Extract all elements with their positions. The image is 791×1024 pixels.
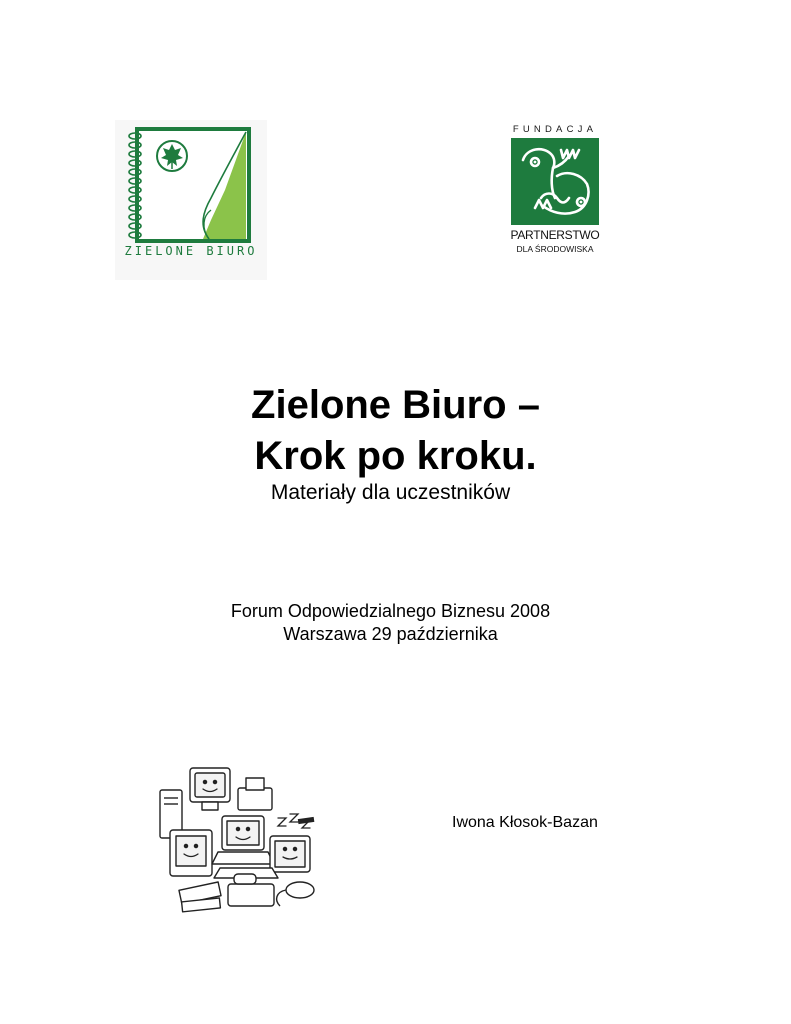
office-devices-cartoon-icon — [150, 760, 330, 922]
zielone-biuro-logo — [115, 120, 267, 280]
event-name: Forum Odpowiedzialnego Biznesu 2008 — [230, 601, 551, 621]
fundacja-label: FUNDACJA — [512, 124, 598, 135]
title-line-1: Zielone Biuro – — [251, 383, 540, 427]
fundacja-partnerstwo-logo — [505, 124, 605, 259]
author-name: Iwona Kłosok-Bazan — [452, 814, 598, 831]
office-devices-illustration — [150, 760, 330, 922]
zielone-biuro-wordmark: ZIELONE BIURO — [124, 244, 258, 258]
event-date: Warszawa 29 października — [283, 624, 498, 644]
fundacja-emblem — [511, 138, 599, 225]
title-line-2: Krok po kroku. — [254, 434, 537, 478]
bird-emblem-icon — [511, 138, 599, 225]
subtitle: Materiały dla uczestników — [270, 481, 511, 504]
partnerstwo-label: PARTNERSTWO — [510, 228, 600, 242]
dla-srodowiska-label: DLA ŚRODOWISKA — [516, 244, 594, 254]
